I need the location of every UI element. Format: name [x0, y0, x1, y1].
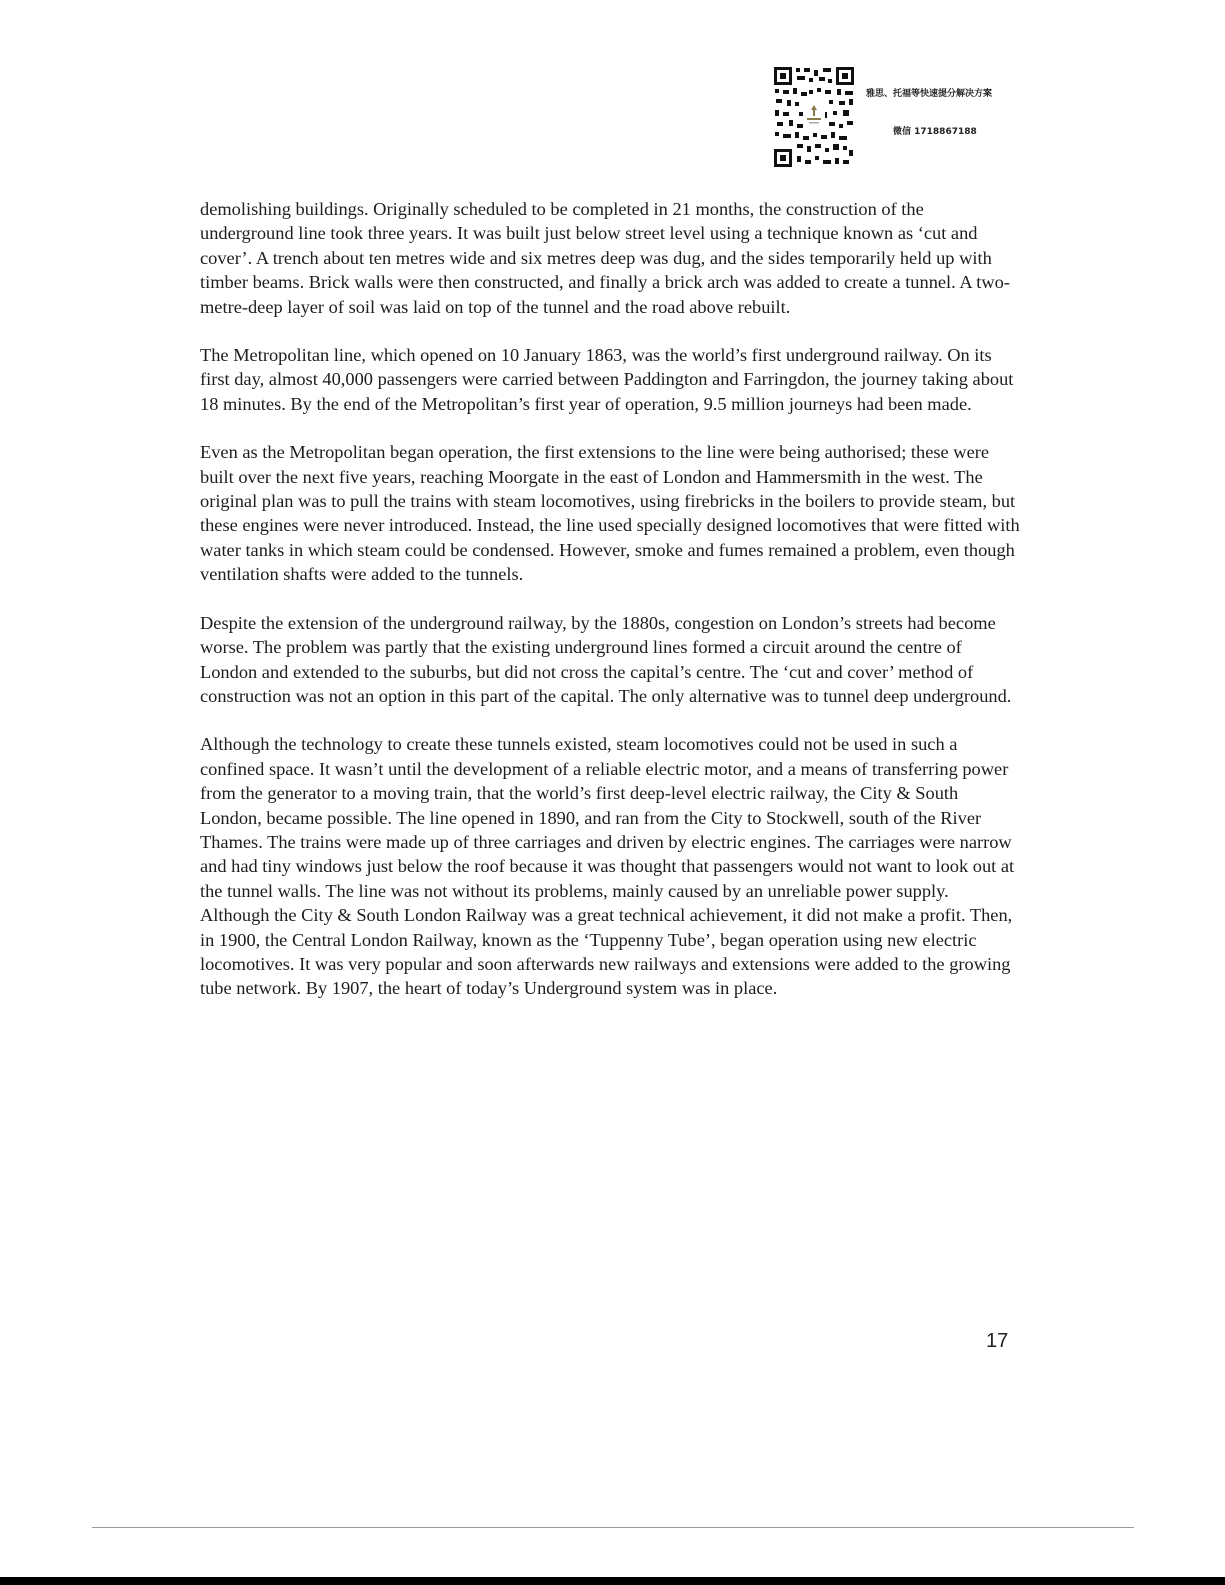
bottom-edge-bar: [0, 1577, 1225, 1585]
qr-code-icon: [773, 66, 855, 168]
footer-divider: [92, 1527, 1134, 1528]
qr-caption-promo: 雅思、托福等快速提分解决方案: [866, 89, 993, 99]
paragraph: Despite the extension of the underground railway, by the 1880s, congestion on London’s streets had become worse. The problem was partly that the existing underground lines formed a circuit around the centre of London and extended to the suburbs, but did not cross the capital’s centre. The ‘cut and cover’ method of construction was not an option in this part of the capital. The only alternative was to tunnel deep underground.: [200, 612, 1012, 706]
paragraph: Although the technology to create these tunnels existed, steam locomotives could not be used in such a confined space. It wasn’t until the development of a reliable electric motor, and a means of transferring power from the generator to a moving train, that the world’s first deep-level electric railway, the City & South London, became possible. The line opened in 1890, and ran from the City to Stockwell, south of the River Thames. The trains were made up of three carriages and driven by electric engines. The carriages were narrow and had tiny windows just below the roof because it was thought that passengers would not want to look out at the tunnel walls. The line was not without its problems, mainly caused by an unreliable power supply. Although the City & South London Railway was a great technical achievement, it did not make a profit. Then, in 1900, the Central London Railway, known as the ‘Tuppenny Tube’, began operation using new electric locomotives. It was very popular and soon afterwards new railways and extensions were added to the growing tube network. By 1907, the heart of today’s Underground system was in place.: [200, 734, 1015, 999]
paragraph: The Metropolitan line, which opened on 10 January 1863, was the world’s first underground railway. On its first day, almost 40,000 passengers were carried between Paddington and Farringdon, the journey taking about 18 minutes. By the end of the Metropolitan’s first year of operation, 9.5 million journeys had been made.: [200, 345, 1014, 414]
page-number: 17: [986, 1330, 1009, 1352]
body-text: [200, 197, 1020, 1025]
paragraph: demolishing buildings. Originally scheduled to be completed in 21 months, the construction of the underground line took three years. It was built just below street level using a technique known as ‘cut and cover’. A trench about ten metres wide and six metres deep was dug, and the sides temporarily held up with timber beams. Brick walls were then constructed, and finally a brick arch was added to create a tunnel. A two-metre-deep layer of soil was laid on top of the tunnel and the road above rebuilt.: [200, 199, 1010, 317]
qr-caption-wechat: 微信 1718867188: [893, 127, 977, 137]
paragraph: Even as the Metropolitan began operation, the first extensions to the line were being authorised; these were built over the next five years, reaching Moorgate in the east of London and Hammersmith in the west. The original plan was to pull the trains with steam locomotives, using firebricks in the boilers to provide steam, but these engines were never introduced. Instead, the line used specially designed locomotives that were fitted with water tanks in which steam could be condensed. However, smoke and fumes remained a problem, even though ventilation shafts were added to the tunnels.: [200, 442, 1020, 585]
